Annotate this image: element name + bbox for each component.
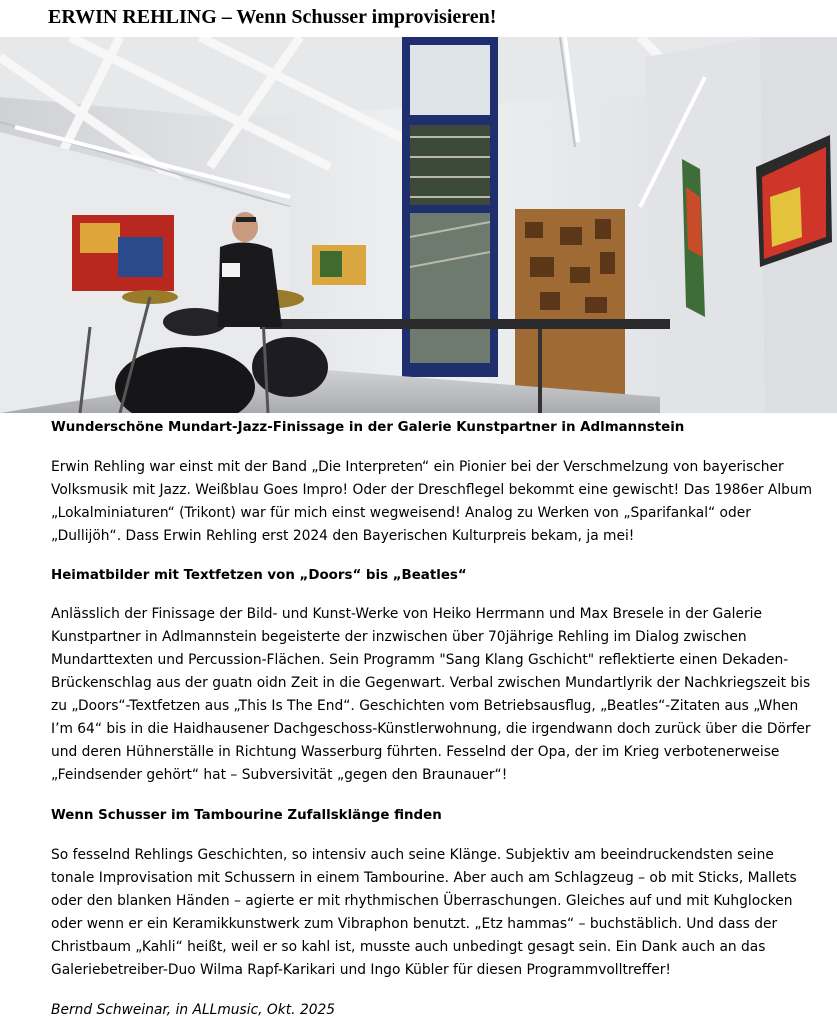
photo-caption: Wunderschöne Mundart-Jazz-Finissage in der Galerie Kunstpartner in Adlmannstein xyxy=(51,420,685,435)
section-body-tambourine: So fesselnd Rehlings Geschichten, so intensiv auch seine Klänge. Subjektiv am beeindruckendsten seine tonale Improvisation mit Schussern in einem Tambourine. Aber auch am Schlagzeug – ob mit Sticks, Mallets oder den blanken Händen – agierte er mit rhythmischen Überraschungen. Gleiches auf und mit Kuhglocken oder wenn er ein Keramikkunstwerk zum Vibraphon benutzt. „Etz hammas“ – buchstäblich. Und dass der Christbaum „Kahli“ heißt, weil er so kahl ist, musste auch unbedingt gesagt sein. Ein Dank auch an das Galeriebetreiber-Duo Wilma Rapf-Karikari und Ingo Kübler für diesen Programmvolltreffer! xyxy=(51,847,797,978)
section-body-heimatbilder: Anlässlich der Finissage der Bild- und Kunst-Werke von Heiko Herrmann und Max Bresele in der Galerie Kunstpartner in Adlmannstein begeisterte der inzwischen über 70jährige Rehling im Dialog zwischen Mundarttexten und Percussion-Flächen. Sein Programm "Sang Klang Gschicht" reflektierte einen Dekaden-Brückenschlag aus der guatn oidn Zeit in die Gegenwart. Verbal zwischen Mundartlyrik der Nachkriegszeit bis zu „Doors“-Textfetzen aus „This Is The End“. Geschichten vom Betriebsausflug, „Beatles“-Zitaten aus „When I’m 64“ bis in die Haidhausener Dachgeschoss-Künstlerwohnung, die irgendwann doch zurück über die Dörfer und deren Hühnerställe in Richtung Wasserburg führten. Fesselnd der Opa, der im Krieg verbotenerweise „Feindsender gehört“ hat – Subversivität „gegen den Braunauer“! xyxy=(51,606,811,783)
author-credit: Bernd Schweinar, in ALLmusic, Okt. 2025 xyxy=(51,1002,336,1018)
section-heading-heimatbilder: Heimatbilder mit Textfetzen von „Doors“ bis „Beatles“ xyxy=(51,568,467,583)
intro-paragraph: Erwin Rehling war einst mit der Band „Die Interpreten“ ein Pionier bei der Verschmelzung von bayerischer Volksmusik mit Jazz. Weißblau Goes Impro! Oder der Dreschflegel bekommt eine gewischt! Das 1986er Album „Lokalminiaturen“ (Trikont) war für mich einst wegweisend! Analog zu Werken von „Sparifankal“ oder „Dullijöh“. Dass Erwin Rehling erst 2024 den Bayerischen Kulturpreis bekam, ja mei! xyxy=(51,459,813,544)
section-heading-tambourine: Wenn Schusser im Tambourine Zufallsklänge finden xyxy=(51,808,442,823)
gallery-photo xyxy=(0,37,837,413)
page-title: ERWIN REHLING – Wenn Schusser improvisieren! xyxy=(48,6,497,28)
